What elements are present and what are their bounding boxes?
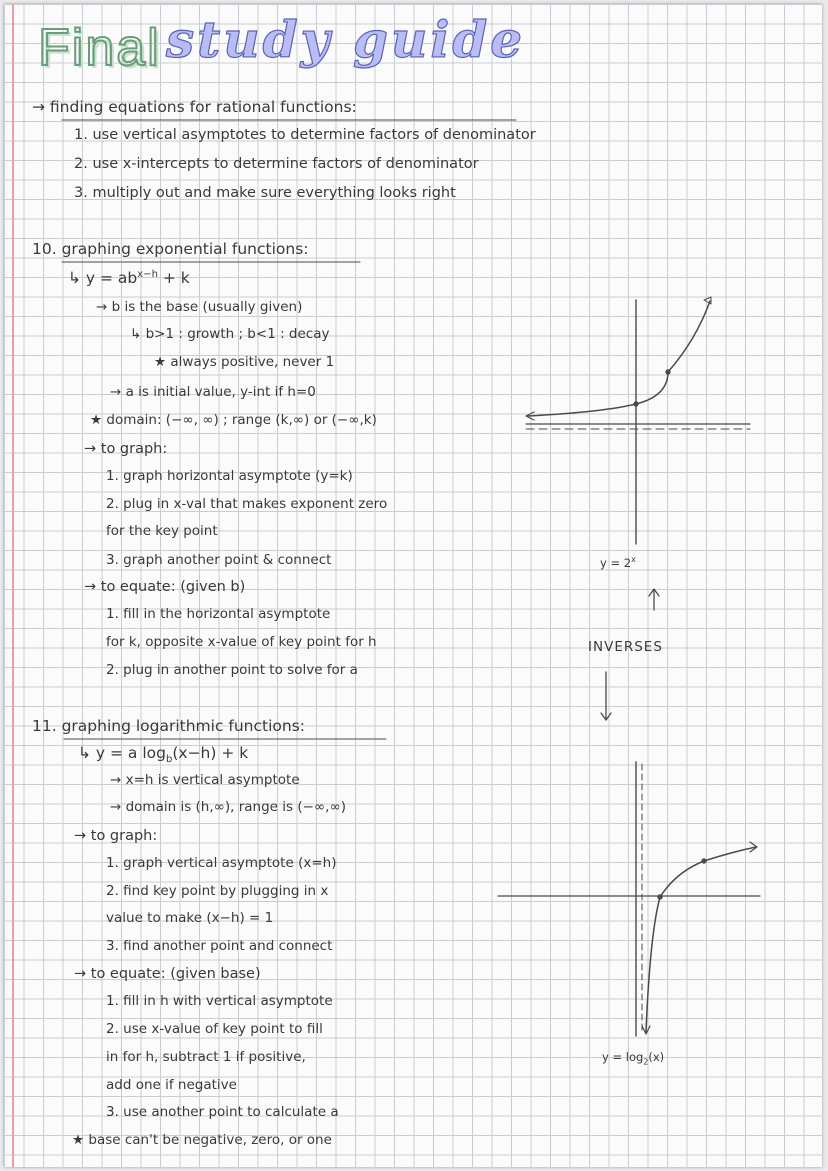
log-warning: ★ base can't be negative, zero, or one [72,1132,332,1148]
exp-note-positive: ★ always positive, never 1 [154,354,335,370]
log-graph-step-2: 2. find key point by plugging in x [106,883,329,899]
rational-step-2: 2. use x-intercepts to determine factors of denominator [74,156,479,172]
rational-step-1: 1. use vertical asymptotes to determine factors of denominator [74,127,536,143]
exp-note-domain: ★ domain: (−∞, ∞) ; range (k,∞) or (−∞,k) [90,412,377,428]
log-curve [646,847,756,1032]
exp-note-base: → b is the base (usually given) [96,299,303,315]
exp-note-initial: → a is initial value, y-int if h=0 [110,384,316,400]
exp-graph-label: $y = 2^x$ [600,555,636,570]
log-point-key [658,895,662,899]
log-equate-step-1: 1. fill in h with vertical asymptote [106,993,333,1009]
exp-graph-step-1: 1. graph horizontal asymptote (y=k) [106,468,353,484]
log-equate-step-2: 2. use x-value of key point to fill [106,1021,323,1037]
exp-graph-step-3: 3. graph another point & connect [106,552,332,568]
log-equate-step-2c: add one if negative [106,1077,237,1093]
log-graph-step-3: 3. find another point and connect [106,938,333,954]
log-equate-step-2b: in for h, subtract 1 if positive, [106,1049,306,1065]
exp-point-2 [666,370,670,374]
log-equate-step-3: 3. use another point to calculate a [106,1104,339,1120]
exp-equate-step-1b: for k, opposite x-value of key point for h [106,634,377,650]
exp-equate-step-2: 2. plug in another point to solve for a [106,662,358,678]
exp-graph-step-2: 2. plug in x-val that makes exponent zero [106,496,388,512]
inverses-label: INVERSES [588,639,663,655]
exp-curve [528,301,710,416]
log-note-domain: → domain is (h,∞), range is (−∞,∞) [110,799,346,815]
hand-drawn-graphs [4,4,822,1167]
exp-equate-step-1: 1. fill in the horizontal asymptote [106,606,331,622]
logarithmic-equation: ↳ y = a $\log_b(x-h) + k$ [78,744,249,766]
log-point-2 [702,859,706,863]
rational-step-3: 3. multiply out and make sure everything looks right [74,185,456,201]
exponential-heading: 10. graphing exponential functions: [32,240,309,258]
logarithmic-heading: 11. graphing logarithmic functions: [32,717,306,735]
exp-to-equate: → to equate: (given b) [84,579,246,595]
exp-to-graph: → to graph: [84,441,168,457]
rational-heading: → finding equations for rational functions: [32,98,357,116]
exponential-equation: ↳ $y = ab^{x-h} + k$ [68,269,190,288]
exp-graph-step-2b: for the key point [106,523,218,539]
log-graph-step-2b: value to make (x−h) = 1 [106,910,274,926]
notebook-page [4,4,822,1167]
exp-note-growth: ↳ b>1 : growth ; b<1 : decay [130,326,330,342]
log-note-asymptote: → x=h is vertical asymptote [110,772,300,788]
title-study-guide: study guide [166,10,526,69]
log-to-equate: → to equate: (given base) [74,966,261,982]
log-to-graph: → to graph: [74,828,158,844]
title-final: Final [38,19,161,77]
log-graph-label: $y = \log_2(x)$ [602,1050,665,1067]
log-graph-step-1: 1. graph vertical asymptote (x=h) [106,855,337,871]
exp-point-key [634,402,638,406]
